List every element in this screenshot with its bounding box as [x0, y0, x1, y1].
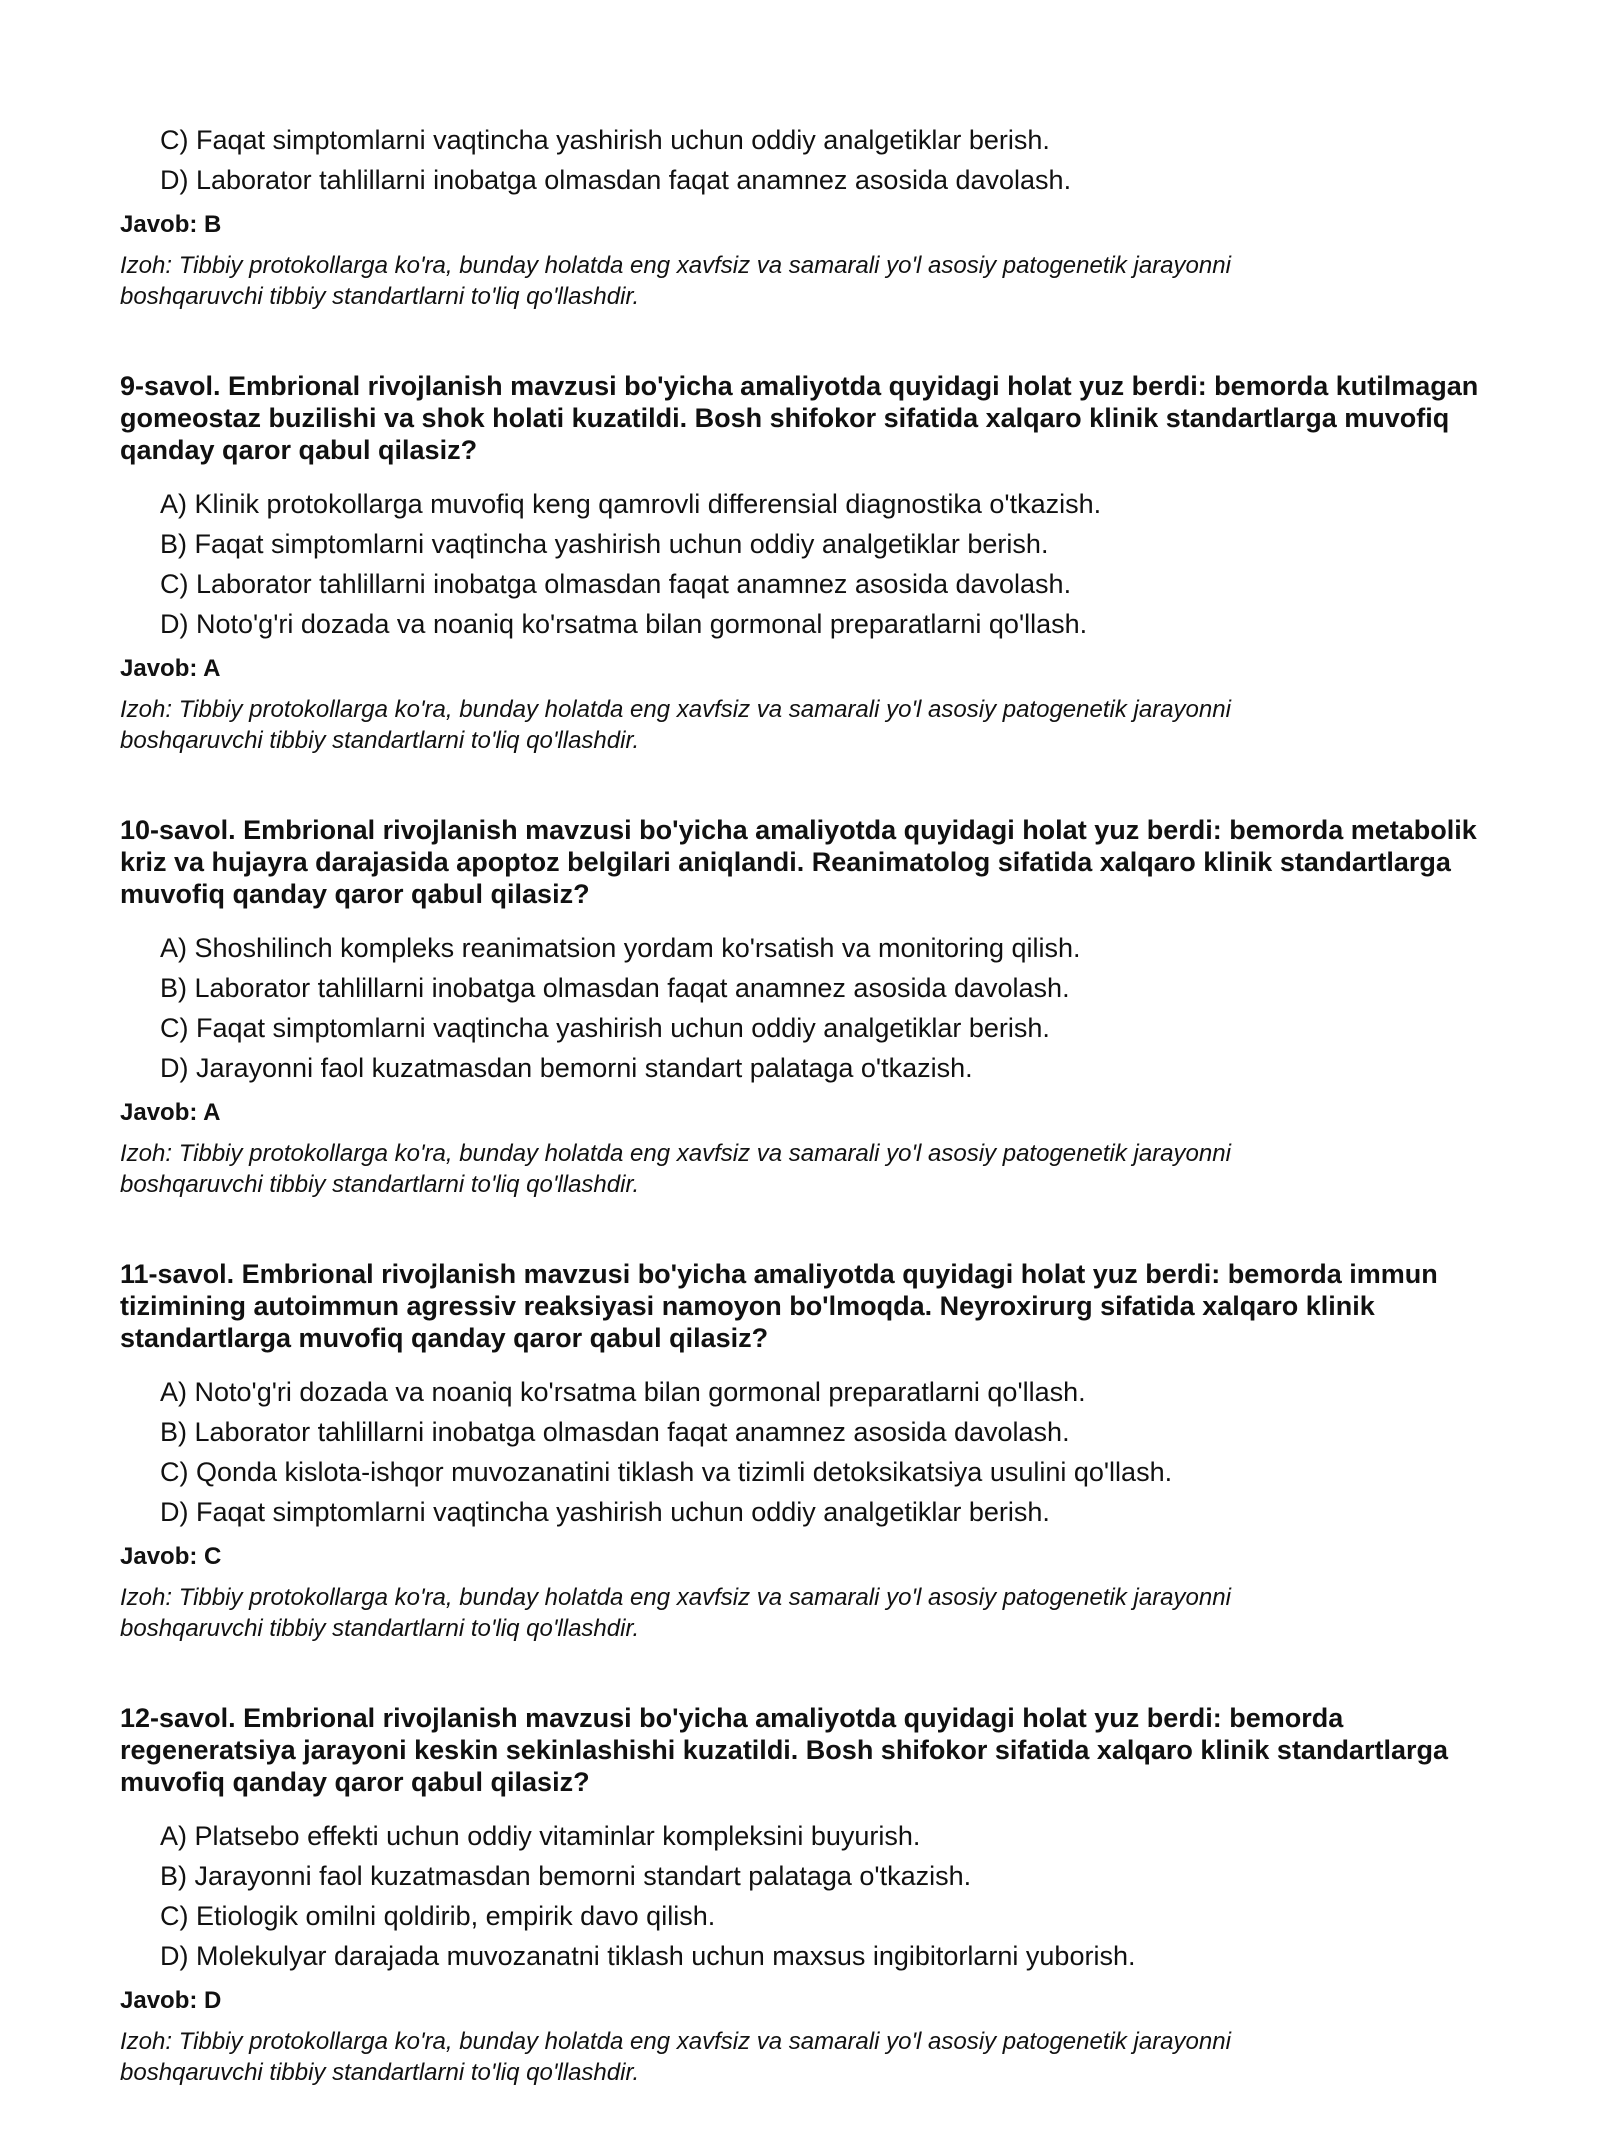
- option-list: [120, 1816, 1490, 1976]
- option-c: C) Laborator tahlillarni inobatga olmasdan faqat anamnez asosida davolash.: [160, 569, 1072, 599]
- option-c: C) Qonda kislota-ishqor muvozanatini tiklash va tizimli detoksikatsiya usulini qo'llash.: [160, 1457, 1173, 1487]
- answer-label: Javob: A: [120, 1099, 221, 1126]
- option-c: C) Faqat simptomlarni vaqtincha yashirish uchun oddiy analgetiklar berish.: [160, 1013, 1050, 1043]
- answer-label: Javob: D: [120, 1987, 222, 2014]
- option-d: D) Jarayonni faol kuzatmasdan bemorni standart palataga o'tkazish.: [160, 1053, 973, 1083]
- option-a: A) Platsebo effekti uchun oddiy vitaminlar kompleksini buyurish.: [160, 1821, 921, 1851]
- option-a: A) Shoshilinch kompleks reanimatsion yordam ko'rsatish va monitoring qilish.: [160, 933, 1081, 963]
- option-c: C) Etiologik omilni qoldirib, empirik davo qilish.: [160, 1901, 716, 1931]
- option-list: [120, 1372, 1490, 1532]
- option-a: A) Noto'g'ri dozada va noaniq ko'rsatma bilan gormonal preparatlarni qo'llash.: [160, 1377, 1086, 1407]
- option-d: D) Faqat simptomlarni vaqtincha yashirish uchun oddiy analgetiklar berish.: [160, 1497, 1050, 1527]
- option-b: B) Laborator tahlillarni inobatga olmasdan faqat anamnez asosida davolash.: [160, 973, 1070, 1003]
- option-d: D) Laborator tahlillarni inobatga olmasdan faqat anamnez asosida davolash.: [160, 165, 1072, 195]
- explanation-note: Izoh: Tibbiy protokollarga ko'ra, bunday holatda eng xavfsiz va samarali yo'l asosiy patogenetik jarayonni boshqaruvchi tibbiy standartlarni to'liq qo'llashdir.: [120, 696, 1231, 754]
- answer-label: Javob: A: [120, 655, 221, 682]
- question-9: [120, 370, 1490, 756]
- answer-label: Javob: B: [120, 211, 222, 238]
- option-list: [120, 120, 1490, 200]
- option-d: D) Molekulyar darajada muvozanatni tiklash uchun maxsus ingibitorlarni yuborish.: [160, 1941, 1136, 1971]
- question-12: [120, 1702, 1490, 2088]
- question-text: 9-savol. Embrional rivojlanish mavzusi bo'yicha amaliyotda quyidagi holat yuz berdi: bemorda kutilmagan gomeostaz buzilishi va shok holati kuzatildi. Bosh shifokor sifatida xalqaro klinik standartlarga muvofiq qanday qaror qabul qilasiz?: [120, 371, 1479, 465]
- option-c: C) Faqat simptomlarni vaqtincha yashirish uchun oddiy analgetiklar berish.: [160, 125, 1050, 155]
- option-a: A) Klinik protokollarga muvofiq keng qamrovli differensial diagnostika o'tkazish.: [160, 489, 1102, 519]
- explanation-note: Izoh: Tibbiy protokollarga ko'ra, bunday holatda eng xavfsiz va samarali yo'l asosiy patogenetik jarayonni boshqaruvchi tibbiy standartlarni to'liq qo'llashdir.: [120, 1140, 1231, 1198]
- question-11: [120, 1258, 1490, 1644]
- question-text: 12-savol. Embrional rivojlanish mavzusi bo'yicha amaliyotda quyidagi holat yuz berdi: bemorda regeneratsiya jarayoni keskin sekinlashishi kuzatildi. Bosh shifokor sifatida xalqaro klinik standartlarga muvofiq qanday qaror qabul qilasiz?: [120, 1703, 1448, 1797]
- question-text: 11-savol. Embrional rivojlanish mavzusi bo'yicha amaliyotda quyidagi holat yuz berdi: bemorda immun tizimining autoimmun agressiv reaksiyasi namoyon bo'lmoqda. Neyroxirurg sifatida xalqaro klinik standartlarga muvofiq qanday qaror qabul qilasiz?: [120, 1259, 1438, 1353]
- option-d: D) Noto'g'ri dozada va noaniq ko'rsatma bilan gormonal preparatlarni qo'llash.: [160, 609, 1088, 639]
- explanation-note: Izoh: Tibbiy protokollarga ko'ra, bunday holatda eng xavfsiz va samarali yo'l asosiy patogenetik jarayonni boshqaruvchi tibbiy standartlarni to'liq qo'llashdir.: [120, 252, 1231, 310]
- question-10: [120, 814, 1490, 1200]
- option-b: B) Jarayonni faol kuzatmasdan bemorni standart palataga o'tkazish.: [160, 1861, 972, 1891]
- option-list: [120, 928, 1490, 1088]
- option-b: B) Laborator tahlillarni inobatga olmasdan faqat anamnez asosida davolash.: [160, 1417, 1070, 1447]
- answer-label: Javob: C: [120, 1543, 222, 1570]
- question-text: 10-savol. Embrional rivojlanish mavzusi bo'yicha amaliyotda quyidagi holat yuz berdi: bemorda metabolik kriz va hujayra darajasida apoptoz belgilari aniqlandi. Reanimatolog sifatida xalqaro klinik standartlarga muvofiq qanday qaror qabul qilasiz?: [120, 815, 1477, 909]
- option-list: [120, 484, 1490, 644]
- explanation-note: Izoh: Tibbiy protokollarga ko'ra, bunday holatda eng xavfsiz va samarali yo'l asosiy patogenetik jarayonni boshqaruvchi tibbiy standartlarni to'liq qo'llashdir.: [120, 2028, 1231, 2086]
- option-b: B) Faqat simptomlarni vaqtincha yashirish uchun oddiy analgetiklar berish.: [160, 529, 1049, 559]
- question-8-continued: [120, 120, 1490, 312]
- document-page: [120, 120, 1490, 2146]
- explanation-note: Izoh: Tibbiy protokollarga ko'ra, bunday holatda eng xavfsiz va samarali yo'l asosiy patogenetik jarayonni boshqaruvchi tibbiy standartlarni to'liq qo'llashdir.: [120, 1584, 1231, 1642]
